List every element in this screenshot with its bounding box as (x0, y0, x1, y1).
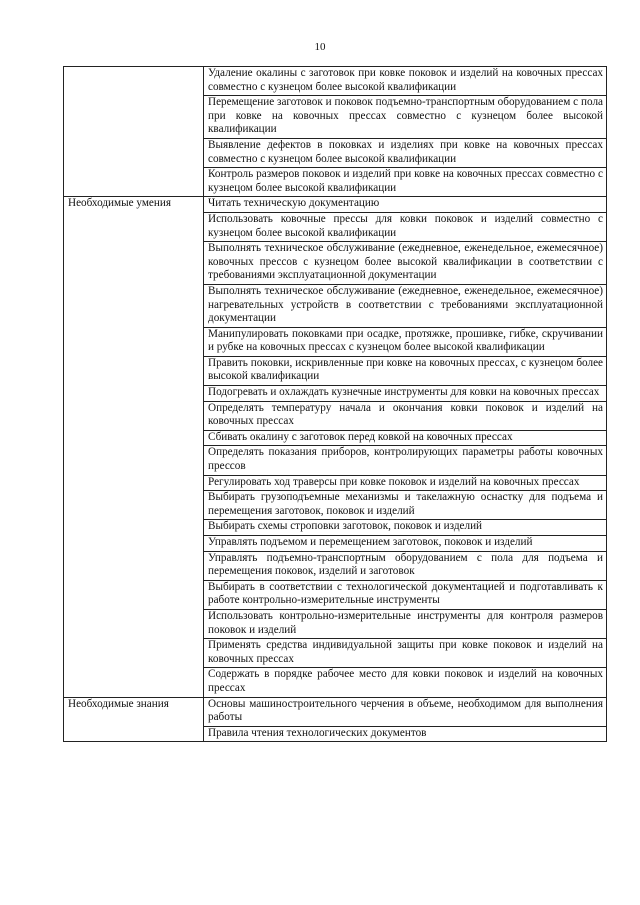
section-item: Выполнять техническое обслуживание (ежедневное, еженедельное, ежемесячное) нагревательных устройств в соответствии с требованиями эксплуатационной документации (204, 284, 607, 327)
section-item: Основы машиностроительного черчения в объеме, необходимом для выполнения работы (204, 697, 607, 726)
section-item: Выбирать грузоподъемные механизмы и такелажную оснастку для подъема и перемещения заготовок, поковок и изделий (204, 491, 607, 520)
section-item: Править поковки, искривленные при ковке на ковочных прессах, с кузнецом более высокой квалификации (204, 356, 607, 385)
section-item: Перемещение заготовок и поковок подъемно-транспортным оборудованием с пола при ковке на ковочных прессах совместно с кузнецом более высокой квалификации (204, 96, 607, 139)
section-item: Сбивать окалину с заготовок перед ковкой на ковочных прессах (204, 430, 607, 446)
section-item: Выбирать в соответствии с технологической документацией и подготавливать к работе контрольно-измерительные инструменты (204, 580, 607, 609)
section-item: Подогревать и охлаждать кузнечные инструменты для ковки на ковочных прессах (204, 386, 607, 402)
section-item: Правила чтения технологических документов (204, 726, 607, 742)
section-item: Определять показания приборов, контролирующих параметры работы ковочных прессов (204, 446, 607, 475)
section-label (64, 67, 204, 197)
section-label: Необходимые знания (64, 697, 204, 742)
section-item: Выполнять техническое обслуживание (ежедневное, еженедельное, ежемесячное) ковочных прессов с кузнецом более высокой квалификации в соответствии с требованиями эксплуатационной документации (204, 242, 607, 285)
section-item: Читать техническую документацию (204, 197, 607, 213)
section-item: Выбирать схемы строповки заготовок, поковок и изделий (204, 520, 607, 536)
section-label: Необходимые умения (64, 197, 204, 697)
section-item: Использовать ковочные прессы для ковки поковок и изделий совместно с кузнецом более высокой квалификации (204, 212, 607, 241)
competency-table-body (64, 67, 607, 742)
page-number: 10 (314, 41, 326, 53)
competency-table (63, 66, 607, 742)
table-row (64, 67, 607, 96)
section-item: Манипулировать поковками при осадке, протяжке, прошивке, гибке, скручивании и рубке на ковочных прессах с кузнецом более высокой квалификации (204, 327, 607, 356)
table-row (64, 697, 607, 726)
section-item: Управлять подъемом и перемещением заготовок, поковок и изделий (204, 536, 607, 552)
table-row (64, 197, 607, 213)
section-item: Регулировать ход траверсы при ковке поковок и изделий на ковочных прессах (204, 475, 607, 491)
section-item: Применять средства индивидуальной защиты при ковке поковок и изделий на ковочных прессах (204, 639, 607, 668)
section-item: Содержать в порядке рабочее место для ковки поковок и изделий на ковочных прессах (204, 668, 607, 697)
section-item: Контроль размеров поковок и изделий при ковке на ковочных прессах совместно с кузнецом более высокой квалификации (204, 168, 607, 197)
section-item: Удаление окалины с заготовок при ковке поковок и изделий на ковочных прессах совместно с кузнецом более высокой квалификации (204, 67, 607, 96)
section-item: Управлять подъемно-транспортным оборудованием с пола для подъема и перемещения поковок, изделий и заготовок (204, 551, 607, 580)
section-item: Использовать контрольно-измерительные инструменты для контроля размеров поковок и изделий (204, 609, 607, 638)
section-item: Выявление дефектов в поковках и изделиях при ковке на ковочных прессах совместно с кузнецом более высокой квалификации (204, 138, 607, 167)
section-item: Определять температуру начала и окончания ковки поковок и изделий на ковочных прессах (204, 401, 607, 430)
